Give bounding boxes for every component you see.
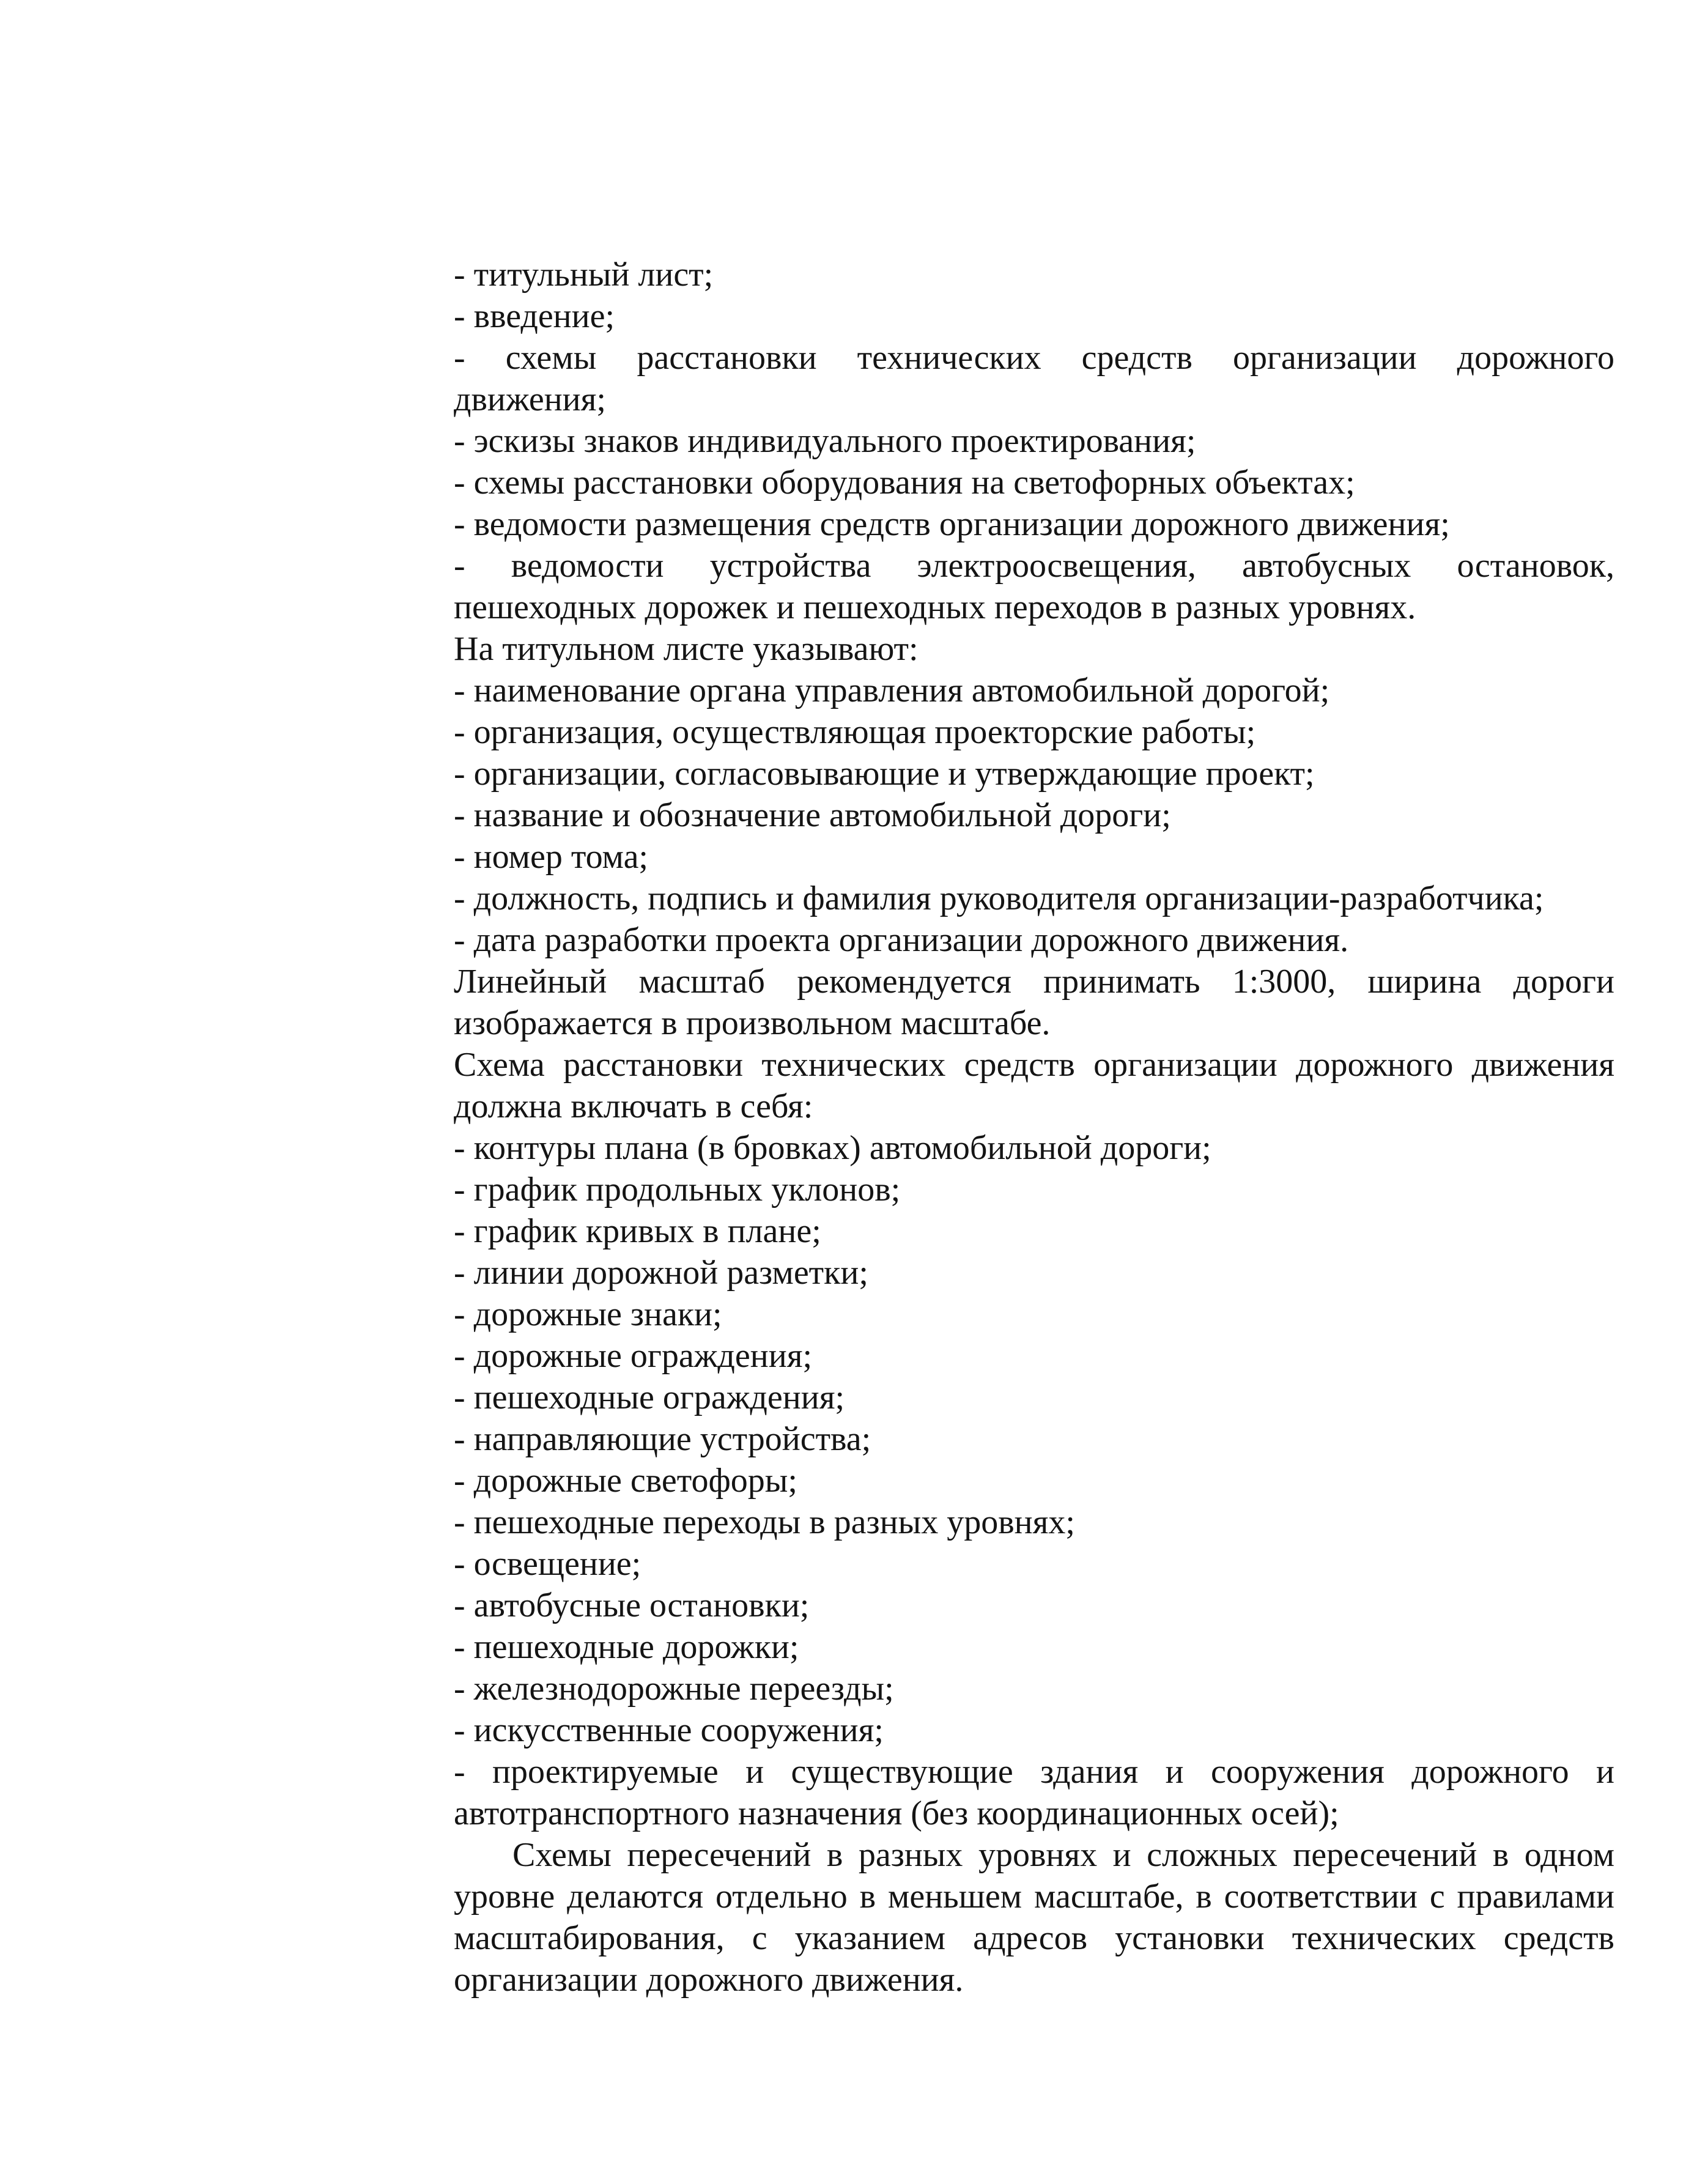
paragraph-line: организации дорожного движения. bbox=[454, 1961, 964, 1999]
list-item: - схемы расстановки оборудования на светофорных объектах; bbox=[454, 464, 1355, 502]
list-item: - схемы расстановки технических средств организации дорожного bbox=[454, 339, 1614, 377]
list-item: - должность, подпись и фамилия руководителя организации-разработчика; bbox=[454, 879, 1544, 917]
list-item: - введение; bbox=[454, 297, 615, 335]
list-item: - ведомости устройства электроосвещения, автобусных остановок, bbox=[454, 547, 1614, 585]
list-item: - автобусные остановки; bbox=[454, 1586, 810, 1624]
list-item: - титульный лист; bbox=[454, 256, 714, 294]
list-item: - дорожные ограждения; bbox=[454, 1337, 813, 1375]
list-item: - номер тома; bbox=[454, 838, 648, 876]
list-item: - направляющие устройства; bbox=[454, 1420, 871, 1458]
paragraph-line: изображается в произвольном масштабе. bbox=[454, 1004, 1051, 1042]
list-item-continuation: автотранспортного назначения (без координационных осей); bbox=[454, 1794, 1339, 1832]
paragraph-line: На титульном листе указывают: bbox=[454, 630, 919, 668]
list-item-continuation: движения; bbox=[454, 380, 606, 418]
list-item: - название и обозначение автомобильной дороги; bbox=[454, 796, 1171, 834]
list-item: - проектируемые и существующие здания и сооружения дорожного и bbox=[454, 1753, 1614, 1791]
list-item: - искусственные сооружения; bbox=[454, 1711, 884, 1749]
list-item: - пешеходные ограждения; bbox=[454, 1379, 845, 1416]
paragraph-line: уровне делаются отдельно в меньшем масштабе, в соответствии с правилами bbox=[454, 1878, 1614, 1916]
list-item: - дорожные светофоры; bbox=[454, 1462, 797, 1500]
paragraph-line: Схема расстановки технических средств организации дорожного движения bbox=[454, 1046, 1614, 1084]
list-item: - контуры плана (в бровках) автомобильной дороги; bbox=[454, 1129, 1211, 1167]
list-item: - освещение; bbox=[454, 1545, 641, 1583]
paragraph-line: масштабирования, с указанием адресов установки технических средств bbox=[454, 1919, 1614, 1957]
list-item: - дорожные знаки; bbox=[454, 1295, 722, 1333]
list-item: - эскизы знаков индивидуального проектирования; bbox=[454, 422, 1196, 460]
list-item-continuation: пешеходных дорожек и пешеходных переходов в разных уровнях. bbox=[454, 588, 1416, 626]
list-item: - железнодорожные переезды; bbox=[454, 1670, 894, 1708]
list-item: - график кривых в плане; bbox=[454, 1212, 821, 1250]
list-item: - линии дорожной разметки; bbox=[454, 1254, 868, 1292]
paragraph-line: должна включать в себя: bbox=[454, 1087, 813, 1125]
paragraph-line: Линейный масштаб рекомендуется принимать 1:3000, ширина дороги bbox=[454, 963, 1614, 1001]
list-item: - пешеходные переходы в разных уровнях; bbox=[454, 1503, 1075, 1541]
list-item: - организация, осуществляющая проекторские работы; bbox=[454, 713, 1256, 751]
paragraph-first-line: Схемы пересечений в разных уровнях и сложных пересечений в одном bbox=[512, 1836, 1614, 1874]
list-item: - дата разработки проекта организации дорожного движения. bbox=[454, 921, 1349, 959]
list-item: - ведомости размещения средств организации дорожного движения; bbox=[454, 505, 1450, 543]
list-item: - график продольных уклонов; bbox=[454, 1171, 901, 1209]
list-item: - наименование органа управления автомобильной дорогой; bbox=[454, 672, 1330, 709]
document-page bbox=[454, 254, 1614, 2001]
list-item: - организации, согласовывающие и утверждающие проект; bbox=[454, 755, 1315, 793]
list-item: - пешеходные дорожки; bbox=[454, 1628, 799, 1666]
